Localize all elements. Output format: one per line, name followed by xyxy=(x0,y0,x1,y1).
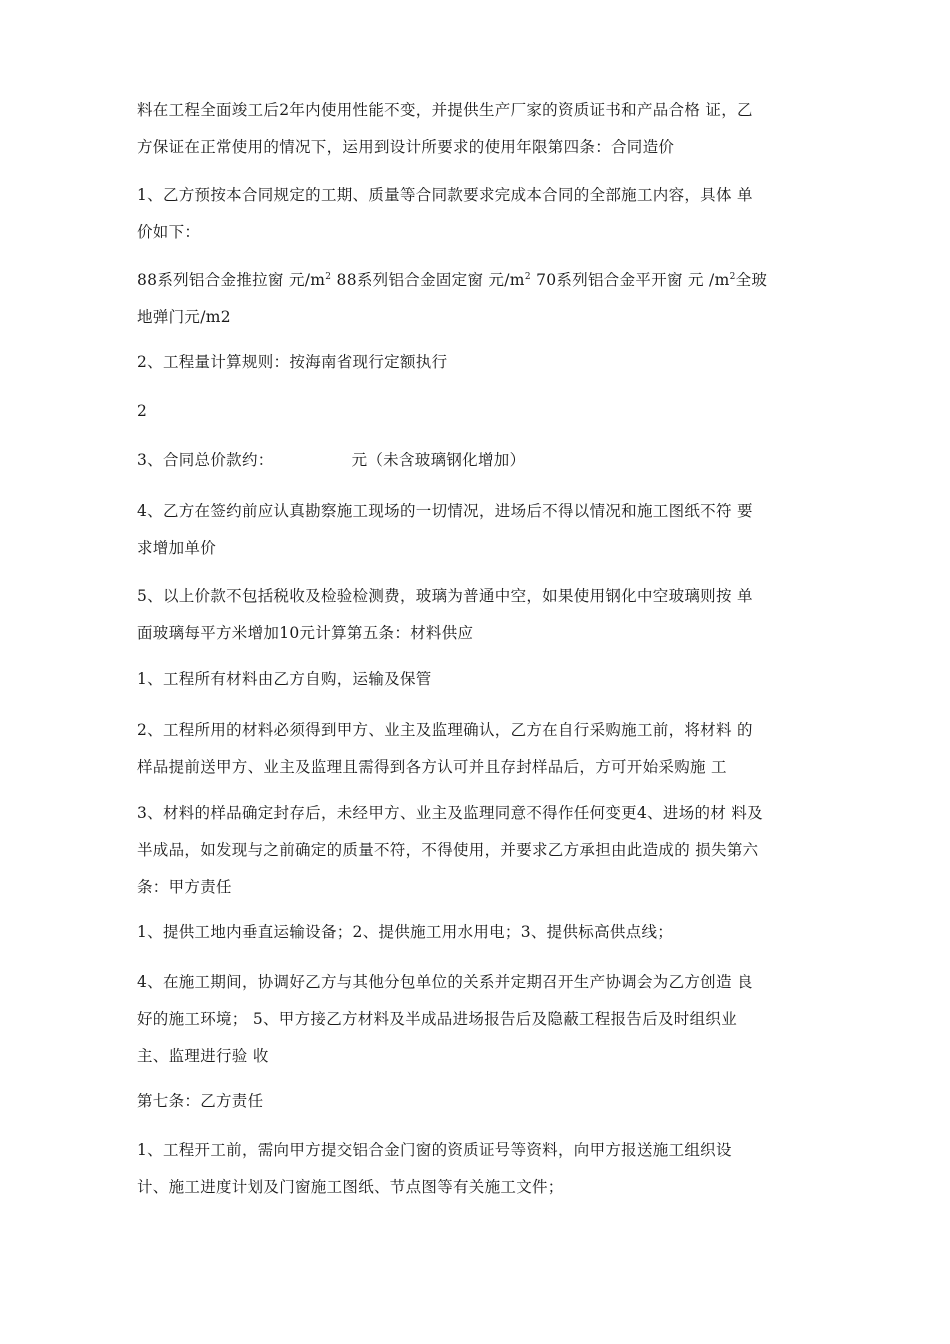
text-line: 半成品，如发现与之前确定的质量不符，不得使用，并要求乙方承担由此造成的 损失第六 xyxy=(137,841,759,859)
paragraph-page-number xyxy=(137,393,827,430)
price-item-glass-door: 全玻 xyxy=(735,271,768,289)
paragraph-price-intro xyxy=(137,177,827,251)
paragraph-material-approval xyxy=(137,712,827,786)
text-line: 2 xyxy=(137,402,148,420)
paragraph-party-b-documents xyxy=(137,1132,827,1206)
text-line: 主、监理进行验 收 xyxy=(137,1047,269,1065)
superscript: 2 xyxy=(729,271,736,282)
text-line: 好的施工环境； 5、甲方接乙方材料及半成品进场报告后及隐蔽工程报告后及时组织业 xyxy=(137,1010,737,1028)
price-item-fixed-window: 88系列铝合金固定窗 元/m xyxy=(331,271,525,289)
paragraph-tax-exclusion xyxy=(137,578,827,652)
paragraph-unit-prices xyxy=(137,262,827,336)
text-line: 1、乙方预按本合同规定的工期、质量等合同款要求完成本合同的全部施工内容，具体 单 xyxy=(137,186,753,204)
paragraph-coordination xyxy=(137,964,827,1075)
text-line: 第七条：乙方责任 xyxy=(137,1092,264,1110)
total-price-label: 3、合同总价款约： xyxy=(137,451,274,469)
superscript: 2 xyxy=(325,271,332,282)
paragraph-material-purchase xyxy=(137,661,827,698)
text-line: 2、工程所用的材料必须得到甲方、业主及监理确认，乙方在自行采购施工前，将材料 的 xyxy=(137,721,753,739)
paragraph-total-price xyxy=(137,442,827,479)
total-price-note: 元（未含玻璃钢化增加） xyxy=(351,451,526,469)
text-line: 2、工程量计算规则：按海南省现行定额执行 xyxy=(137,353,448,371)
text-line: 计、施工进度计划及门窗施工图纸、节点图等有关施工文件； xyxy=(137,1178,564,1196)
text-line: 3、材料的样品确定封存后，未经甲方、业主及监理同意不得作任何变更4、进场的材 料及 xyxy=(137,804,763,822)
section-heading-article-7 xyxy=(137,1083,827,1120)
text-line: 1、工程所有材料由乙方自购，运输及保管 xyxy=(137,670,432,688)
paragraph-party-a-supplies xyxy=(137,914,827,951)
text-line: 1、提供工地内垂直运输设备；2、提供施工用水用电；3、提供标高供点线； xyxy=(137,923,674,941)
text-line: 样品提前送甲方、业主及监理且需得到各方认可并且存封样品后，方可开始采购施 工 xyxy=(137,758,727,776)
text-line: 1、工程开工前，需向甲方提交铝合金门窗的资质证号等资料，向甲方报送施工组织设 xyxy=(137,1141,732,1159)
price-item-sliding-window: 88系列铝合金推拉窗 元/m xyxy=(137,271,326,289)
paragraph-quantity-rule xyxy=(137,344,827,381)
text-line: 5、以上价款不包括税收及检验检测费，玻璃为普通中空，如果使用钢化中空玻璃则按 单 xyxy=(137,587,753,605)
text-line xyxy=(137,262,827,299)
text-line: 料在工程全面竣工后2年内使用性能不变，并提供生产厂家的资质证书和产品合格 证，乙 xyxy=(137,101,753,119)
text-line: 地弹门元/m2 xyxy=(137,308,231,326)
text-line: 方保证在正常使用的情况下，运用到设计所要求的使用年限第四条：合同造价 xyxy=(137,138,675,156)
text-line: 求增加单价 xyxy=(137,539,217,557)
paragraph-sample-sealing xyxy=(137,795,827,906)
text-line xyxy=(137,442,827,479)
paragraph-site-survey xyxy=(137,493,827,567)
text-line: 面玻璃每平方米增加10元计算第五条：材料供应 xyxy=(137,624,474,642)
superscript: 2 xyxy=(524,271,531,282)
text-line: 4、乙方在签约前应认真勘察施工现场的一切情况，进场后不得以情况和施工图纸不符 要 xyxy=(137,502,753,520)
text-line: 价如下： xyxy=(137,223,201,241)
text-line: 条：甲方责任 xyxy=(137,878,232,896)
price-item-casement-window: 70系列铝合金平开窗 元 /m xyxy=(530,271,730,289)
paragraph-warranty xyxy=(137,92,827,166)
text-line: 4、在施工期间，协调好乙方与其他分包单位的关系并定期召开生产协调会为乙方创造 良 xyxy=(137,973,753,991)
